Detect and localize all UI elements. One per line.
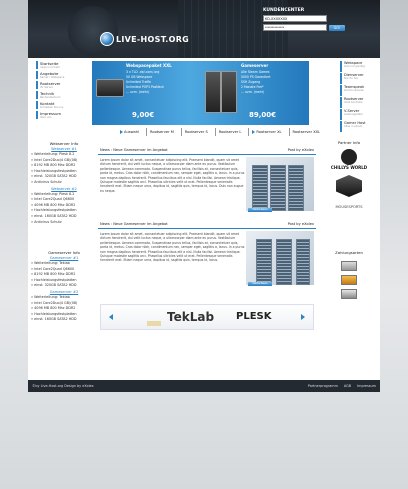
chillys-logo[interactable]: CHILLYS WORLD xyxy=(330,165,368,170)
nav-label: Impressum xyxy=(40,111,62,116)
promo-banner xyxy=(92,61,309,125)
teklab-logo[interactable]: TekLab xyxy=(167,310,215,324)
news-post-2 xyxy=(98,222,316,287)
nav-item-impressum[interactable] xyxy=(36,111,92,120)
kundencenter-title: KUNDENCENTER xyxy=(263,8,305,13)
promo-feature: 5000 PS Garantiert xyxy=(241,75,271,79)
datacenter-image xyxy=(246,231,314,285)
promo-gameserver-title: Gameserver xyxy=(241,63,269,68)
payment-info xyxy=(318,250,380,299)
gameserver-heading: Gameserver Info xyxy=(48,250,80,255)
news-title[interactable]: News : Neue Gameserver im Angebot xyxy=(100,222,168,226)
partner-heading: Partner Info xyxy=(337,140,361,145)
news-body xyxy=(98,155,316,213)
list-item: » Hochleistungsfestplatten xyxy=(31,208,77,213)
news-title[interactable]: News : Neue Gameserver im Angebot xyxy=(100,148,168,152)
promo-feature: Unlimited Traffic xyxy=(126,80,152,84)
globe-icon xyxy=(100,32,114,46)
rightnav-label: V-Server xyxy=(344,109,360,113)
partner-logo-small xyxy=(147,321,161,326)
list-item: » 4096 MB 800 Mhz DDR2 xyxy=(31,306,76,311)
rightnav-sublabel: Volle Kontrolle xyxy=(344,101,363,104)
server-tower-image xyxy=(205,71,221,113)
nav-sublabel: news und mehr xyxy=(40,66,61,69)
webserver-info xyxy=(31,141,97,225)
news-text: Lorem ipsum dolor sit amet, consectetuer adipiscing elit. Praesent blandit, quam sit amet dictum hendrerit, dui velit luctus neque, a ullamcorper diam ante eu purus. Vestibulum pellentesque. Aenean commodo. Suspendisse purus tellus, facilisis at, consectetuer quis, porta id, metus. Cras dolor nibh, condimentum nec, semper eget, sagittis a, lacus. In a purus non magna dapibus hendrerit. Phasellus faucibus elit a nisl. Nulla facilisi. Aenean tristique. Quisque molestie sagittis orci. Phasellus ultricies velit ut erat. Pellentesque venenatis hendrerit erat. Etiam neque urna, dapibus id, sagittis quis, tempus id, lacus. xyxy=(100,232,245,263)
payment-card-icon xyxy=(341,275,357,285)
list-item: » 4096 MB 800 Mhz DDR2 xyxy=(31,202,76,207)
rack-image xyxy=(296,239,310,285)
read-more-button[interactable]: Weiterlesen xyxy=(248,282,272,286)
nav-item-kontakt[interactable] xyxy=(36,101,92,110)
rightnav-item-rootserver[interactable] xyxy=(340,97,380,108)
rightnav-item-dienserver[interactable] xyxy=(340,73,380,84)
news-header xyxy=(98,222,316,229)
promo-webspace-title: Webspacepaket XXL xyxy=(126,63,172,68)
nav-label: Technik xyxy=(40,91,55,96)
rightnav-label: Webspace xyxy=(344,61,363,65)
nav-sublabel: Schreiben Sie uns xyxy=(40,106,64,109)
list-item: » Hochleistungsfestplatten xyxy=(31,277,77,282)
promo-feature: ... uvm. (mehr) xyxy=(126,90,150,94)
nav-label: Rootserver xyxy=(40,81,61,86)
promo-gameserver-features xyxy=(241,70,271,95)
rightnav-label: Dienserver xyxy=(344,73,364,77)
list-item: » Hochleistungsfestplatten xyxy=(31,168,77,173)
footer-links xyxy=(308,384,376,388)
copyright-text: ©by Live-Host.org Design by eXolex xyxy=(32,384,94,388)
rightnav-sublabel: Leistungsstark xyxy=(344,113,363,116)
tab-label: Rootserver XXL xyxy=(292,130,321,134)
footer-link-impressum[interactable]: Impressum xyxy=(357,384,376,388)
news-author: Post by eXolex xyxy=(287,148,314,152)
rightnav-item-vserver[interactable] xyxy=(340,109,380,120)
tab-label: Rootserver M xyxy=(150,130,174,134)
tab-label: Rootserver S xyxy=(184,130,208,134)
list-item: » Hochleistungsfestplatten xyxy=(31,311,77,316)
rack-image xyxy=(270,165,286,211)
nav-item-rootserver[interactable] xyxy=(36,81,92,90)
list-item: » Intel Core2Duo(4 GB)(08) xyxy=(31,300,78,305)
gameserver-2-title[interactable]: Gameserver #2 xyxy=(49,289,79,294)
product-tabs xyxy=(120,128,352,136)
partner-info xyxy=(318,140,380,209)
main-content xyxy=(28,58,380,380)
list-item: » einst. 320GB SATA2 HDD xyxy=(31,174,77,179)
kundencenter-login xyxy=(263,8,373,48)
webserver-heading: Webserver Info xyxy=(49,141,79,146)
customer-id-input[interactable] xyxy=(263,15,327,22)
promo-feature: Alle Steam Games xyxy=(241,70,270,74)
nav-bullet xyxy=(36,111,38,119)
arrow-icon xyxy=(120,130,123,134)
list-item: » Weiterleitung: Plesk 8.2 xyxy=(31,191,75,196)
tab-rootserver-xxl[interactable] xyxy=(293,128,328,136)
plesk-logo[interactable]: PLESK xyxy=(236,311,272,322)
prev-arrow-icon[interactable] xyxy=(109,314,113,320)
news-body xyxy=(98,229,316,287)
server-tower-image xyxy=(221,71,237,113)
header-glow xyxy=(68,6,118,56)
nav-sublabel: Ihr Server xyxy=(40,86,53,89)
list-item: » Weiterleitung: Teklab xyxy=(31,261,70,265)
arrow-icon xyxy=(252,130,255,134)
partner-carousel xyxy=(100,304,314,330)
news-author: Post by eXolex xyxy=(287,222,314,226)
nav-label: Angebote xyxy=(40,71,59,76)
rightnav-label: Gamer Host xyxy=(344,121,366,125)
nav-sublabel: Rechenzentrum xyxy=(40,96,61,99)
rightnav-sublabel: Kommunizieren xyxy=(344,89,365,92)
list-item: » Weiterleitung: Plesk 8.2 xyxy=(31,152,75,156)
tab-label: Rootserver L xyxy=(218,130,242,134)
news-header xyxy=(98,148,316,155)
list-item: » Antivirus Schutz xyxy=(31,179,62,184)
next-arrow-icon[interactable] xyxy=(301,314,305,320)
promo-gameserver[interactable] xyxy=(201,61,309,125)
rack-image xyxy=(288,165,304,211)
gameserver-info xyxy=(31,250,97,323)
rack-image xyxy=(252,165,268,211)
rightnav-item-webspace[interactable] xyxy=(340,61,380,72)
header xyxy=(28,0,380,58)
list-item: » 8192 MB 800 Mhz DDR2 xyxy=(31,272,76,277)
rack-image xyxy=(256,239,272,285)
promo-feature: ... uvm. (mehr) xyxy=(241,90,265,94)
rightnav-sublabel: Alles in einem xyxy=(344,125,363,128)
tab-auswahl[interactable] xyxy=(120,128,147,136)
tab-rootserver-xl[interactable] xyxy=(252,128,289,136)
list-item: » einst. 160GB SATA2 HDD xyxy=(31,317,77,322)
nav-bullet xyxy=(36,101,38,109)
nav-item-angebote[interactable] xyxy=(36,71,92,80)
footer xyxy=(28,380,380,392)
footer-link-agb[interactable]: AGB xyxy=(343,384,352,388)
tab-label: Rootserver XL xyxy=(256,130,282,134)
nav-bullet xyxy=(36,61,38,69)
tab-rootserver-s[interactable] xyxy=(185,128,216,136)
payment-card-icon xyxy=(341,289,357,299)
promo-feature: 3 x TLD .de/.com/.org xyxy=(126,70,160,74)
news-text: Lorem ipsum dolor sit amet, consectetuer adipiscing elit. Praesent blandit, quam sit amet dictum hendrerit, dui velit luctus neque, a ullamcorper diam ante eu purus. Vestibulum pellentesque. Aenean commodo. Suspendisse purus tellus, facilisis at, consectetuer quis, porta id, metus. Cras dolor nibh, condimentum nec, semper eget, sagittis a, lacus. In a purus non magna dapibus hendrerit. Phasellus faucibus elit a nisl. Nulla facilisi. Aenean tristique. Quisque molestie sagittis orci. Phasellus ultricies velit ut erat. Pellentesque venenatis hendrerit erat. Etiam neque urna, dapibus id, sagittis quis, tempus id, lacus. Duis non augue eu neque. xyxy=(100,158,245,193)
footer-link-partnerprogramm[interactable]: Partnerprogramm xyxy=(307,384,338,388)
nav-item-technik[interactable] xyxy=(36,91,92,100)
list-item: » Antivirus Schutz xyxy=(31,219,62,224)
tab-rootserver-l[interactable] xyxy=(219,128,250,136)
list-item: » Intel Core2Quad Q6600 xyxy=(31,197,75,202)
promo-feature: SSH Zugang xyxy=(241,80,261,84)
promo-webspace[interactable] xyxy=(92,61,200,125)
tab-label: Auswahl xyxy=(124,130,140,134)
nav-bullet xyxy=(36,91,38,99)
nav-sublabel: über uns xyxy=(40,116,52,119)
nav-label: Startseite xyxy=(40,61,59,66)
nav-item-startseite[interactable] xyxy=(36,61,92,70)
rightnav-label: Rootserver xyxy=(344,97,364,101)
payment-heading: Zahlungsarten xyxy=(335,250,363,255)
list-item: » einst. 320GB SATA2 HDD xyxy=(31,283,77,288)
webserver-2-title[interactable]: Webserver #2 xyxy=(51,186,77,191)
promo-feature: 50 GB Webspace xyxy=(126,75,153,79)
read-more-button[interactable]: Weiterlesen xyxy=(248,208,272,212)
login-go-button[interactable]: GO! xyxy=(329,25,345,31)
logo-text: LIVE-HOST.ORG xyxy=(116,34,190,44)
password-input[interactable] xyxy=(263,24,327,31)
left-navigation xyxy=(36,61,92,121)
rightnav-sublabel: Gut und günstig xyxy=(344,65,365,68)
datacenter-image xyxy=(246,157,314,211)
list-item: » Intel Core2Quad Q6600 xyxy=(31,266,75,271)
right-navigation xyxy=(340,61,380,133)
server-box-image xyxy=(96,79,124,97)
mousesports-logo[interactable]: MOUSESPORTS xyxy=(335,205,363,209)
nav-sublabel: Server / Webspace xyxy=(40,76,65,79)
payment-card-icon xyxy=(341,261,357,271)
shield-logo[interactable] xyxy=(336,175,362,197)
nav-bullet xyxy=(36,71,38,79)
webserver-1-title[interactable]: Webserver #1 xyxy=(51,147,77,151)
promo-feature: Unlimited POP3 Postfach xyxy=(126,85,165,89)
chillys-logo-mark xyxy=(341,149,357,165)
list-item: » Intel Core2Duo(4 GB)(08) xyxy=(31,157,78,162)
rightnav-label: Teamspeak xyxy=(344,85,365,89)
rack-image xyxy=(276,239,292,285)
list-item: » einst. 160GB SATA2 HDD xyxy=(31,213,77,218)
promo-gameserver-price: 89,00€ xyxy=(249,111,277,119)
rightnav-item-teamspeak[interactable] xyxy=(340,85,380,96)
tab-rootserver-m[interactable] xyxy=(150,128,182,136)
nav-label: Kontakt xyxy=(40,101,55,106)
rightnav-sublabel: Nur für Sie xyxy=(344,77,358,80)
promo-webspace-features xyxy=(126,70,164,95)
list-item: » Weiterleitung: Teklab xyxy=(31,294,70,299)
site-logo[interactable] xyxy=(100,32,189,46)
nav-bullet xyxy=(36,81,38,89)
promo-feature: 2 Monate Frei* xyxy=(241,85,264,89)
news-post-1 xyxy=(98,148,316,213)
gameserver-1-title[interactable]: Gameserver #1 xyxy=(49,256,79,260)
list-item: » 8192 MB 800 Mhz DDR2 xyxy=(31,163,76,168)
promo-webspace-price: 9,00€ xyxy=(132,111,155,119)
